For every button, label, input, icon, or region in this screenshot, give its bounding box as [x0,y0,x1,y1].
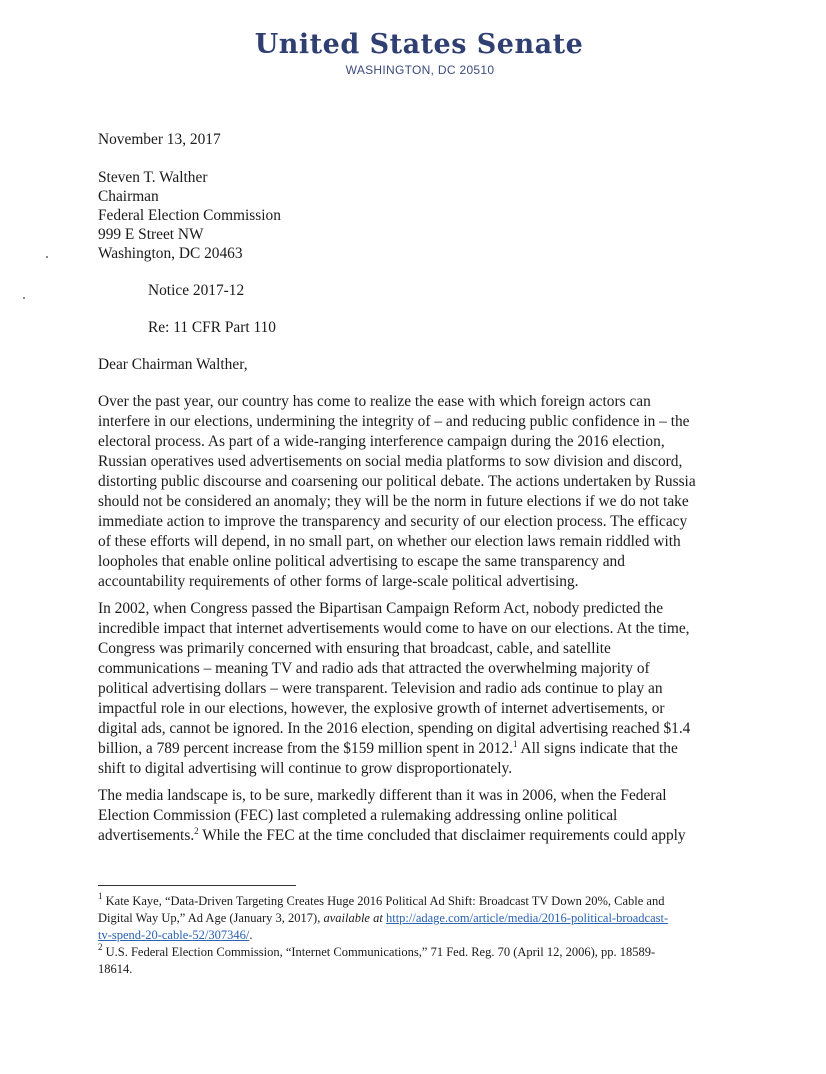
letter-date: November 13, 2017 [98,131,221,148]
paragraph-line-with-footnote [98,739,738,759]
footnote-text: U.S. Federal Election Commission, “Internet Communications,” 71 Fed. Reg. 70 (April 12, 2006), pp. 18589- [105,945,656,959]
paragraph-3 [98,786,738,846]
footnote-line [98,944,738,961]
paragraph-line: distorting public discourse and coarsening our political debate. The actions undertaken by Russia [98,473,696,490]
senate-address: WASHINGTON, DC 20510 [345,63,495,77]
paragraph-line: In 2002, when Congress passed the Bipartisan Campaign Reform Act, nobody predicted the [98,600,664,617]
paragraph-line: Election Commission (FEC) last completed a rulemaking addressing online political [98,807,618,824]
paragraph-line-tail: While the FEC at the time concluded that disclaimer requirements could apply [202,827,686,844]
paragraph-line: Russian operatives used advertisements on social media platforms to sow division and discord, [98,453,683,470]
footnote-link-continued[interactable]: tv-spend-20-cable-52/307346/ [98,928,250,942]
footnote-text: Kate Kaye, “Data-Driven Targeting Creates Huge 2016 Political Ad Shift: Broadcast TV Down 20%, Cable and [105,894,665,908]
paragraph-line: loopholes that enable online political advertising to escape the same transparency and [98,553,625,570]
paragraph-line: political advertising dollars – were transparent. Television and radio ads continue to play an [98,680,663,697]
paragraph-line: Over the past year, our country has come to realize the ease with which foreign actors can [98,393,651,410]
paragraph-line: electoral process. As part of a wide-ranging interference campaign during the 2016 election, [98,433,665,450]
paragraph-line: shift to digital advertising will continue to grow disproportionately. [98,760,513,777]
paragraph-line: interfere in our elections, undermining the integrity of – and reducing public confidence in – the [98,413,690,430]
recipient-street: 999 E Street NW [98,226,204,243]
footnote-divider [98,885,296,886]
paragraph-line: incredible impact that internet advertisements would come to have on our elections. At the time, [98,620,690,637]
footnote-text: 18614. [98,962,133,976]
paragraph-line: communications – meaning TV and radio ads that attracted the overwhelming majority of [98,660,650,677]
footnote-1 [98,893,738,944]
letterhead [0,30,826,77]
notice-line: Notice 2017-12 [148,282,245,299]
paragraph-line: accountability requirements of other forms of large-scale political advertising. [98,573,579,590]
paragraph-1 [98,392,738,592]
paragraph-line-tail: All signs indicate that the [517,740,678,757]
footnote-ref-1: 1 [513,739,518,749]
footnote-number: 1 [98,891,103,901]
paragraph-line-start: advertisements. [98,827,195,844]
footnote-line [98,927,738,944]
recipient-organization: Federal Election Commission [98,207,281,224]
scan-speck [46,256,48,258]
paragraph-line: should not be considered an anomaly; they will be the norm in future elections if we do not take [98,493,689,510]
scan-speck [23,297,25,299]
paragraph-line-with-footnote [98,826,738,846]
paragraph-line: The media landscape is, to be sure, markedly different than it was in 2006, when the Federal [98,787,667,804]
recipient-city: Washington, DC 20463 [98,245,243,262]
footnote-line [98,910,738,927]
footnote-line [98,893,738,910]
footnote-link[interactable]: http://adage.com/article/media/2016-political-broadcast- [385,911,669,925]
paragraph-line: of these efforts will depend, in no small part, on whether our election laws remain riddled with [98,533,681,550]
paragraph-line: Congress was primarily concerned with ensuring that broadcast, cable, and satellite [98,640,611,657]
recipient-name: Steven T. Walther [98,169,208,186]
paragraph-line: digital ads, cannot be ignored. In the 2016 election, spending on digital advertising reached $1.4 [98,720,691,737]
recipient-title: Chairman [98,188,159,205]
re-line: Re: 11 CFR Part 110 [148,319,276,336]
senate-title: United States Senate [254,29,584,60]
footnote-period: . [249,928,253,942]
paragraph-2 [98,599,738,779]
footnote-number: 2 [98,942,103,952]
paragraph-line-start: billion, a 789 percent increase from the $159 million spent in 2012. [98,740,514,757]
paragraph-line: immediate action to improve the transparency and security of our election process. The efficacy [98,513,688,530]
footnote-2 [98,944,738,978]
paragraph-line: impactful role in our elections, however, the explosive growth of internet advertisements, or [98,700,665,717]
salutation: Dear Chairman Walther, [98,356,248,373]
footnote-ref-2: 2 [194,826,199,836]
footnote-italic: available at [323,911,383,925]
footnote-text: Digital Way Up,” Ad Age (January 3, 2017), [98,911,324,925]
